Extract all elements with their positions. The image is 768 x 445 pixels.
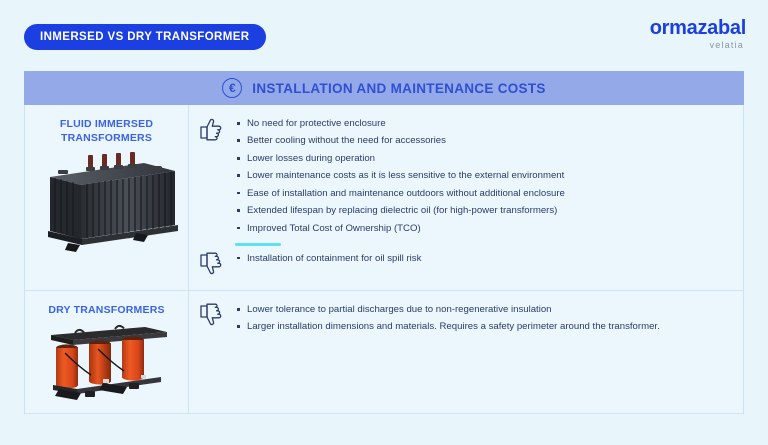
list-item: Better cooling without the need for accessories [247, 132, 565, 149]
list-item: Lower maintenance costs as it is less sensitive to the external environment [247, 167, 565, 184]
euro-circle-icon: € [222, 78, 242, 98]
table-row [25, 105, 743, 290]
cons-list [233, 250, 421, 267]
comparison-card [24, 71, 744, 414]
dry-type-transformer-photo [41, 323, 173, 410]
row-label-immersed [60, 117, 153, 145]
top-bar [0, 0, 768, 68]
list-item: No need for protective enclosure [247, 115, 565, 132]
row-label-cell-dry [25, 291, 189, 413]
list-item: Lower tolerance to partial discharges due to non-regenerative insulation [247, 301, 660, 318]
list-item: Ease of installation and maintenance outdoors without additional enclosure [247, 185, 565, 202]
pros-block [199, 115, 729, 237]
cons-block [199, 301, 729, 336]
row-label-cell-immersed [25, 105, 189, 290]
thumbs-down-icon [199, 301, 225, 332]
thumbs-up-icon [199, 115, 225, 146]
logo-wordmark: ormazabal [649, 17, 746, 39]
card-body [24, 105, 744, 414]
card-header [24, 71, 744, 105]
brand-logo [650, 18, 746, 50]
list-item: Lower losses during operation [247, 150, 565, 167]
cons-list [233, 301, 660, 336]
pros-list [233, 115, 565, 237]
row-label-immersed-line1: FLUID IMMERSED [59, 118, 154, 130]
cons-block [199, 250, 729, 281]
row-content-dry [189, 291, 743, 413]
page-badge: INMERSED VS DRY TRANSFORMER [24, 24, 266, 50]
thumbs-down-icon [199, 250, 225, 281]
row-content-immersed [189, 105, 743, 290]
list-item: Installation of containment for oil spill risk [247, 250, 421, 267]
list-item: Larger installation dimensions and materials. Requires a safety perimeter around the transformer. [247, 318, 660, 335]
table-row [25, 290, 743, 413]
list-item: Extended lifespan by replacing dielectric oil (for high-power transformers) [247, 202, 565, 219]
list-item: Improved Total Cost of Ownership (TCO) [247, 220, 565, 237]
logo-tagline: velatia [709, 40, 744, 50]
oil-immersed-transformer-photo [32, 151, 182, 260]
row-label-immersed-line2: TRANSFORMERS [60, 132, 153, 145]
section-divider [235, 243, 281, 246]
card-header-title: INSTALLATION AND MAINTENANCE COSTS [252, 80, 546, 96]
row-label-dry: DRY TRANSFORMERS [48, 304, 165, 316]
